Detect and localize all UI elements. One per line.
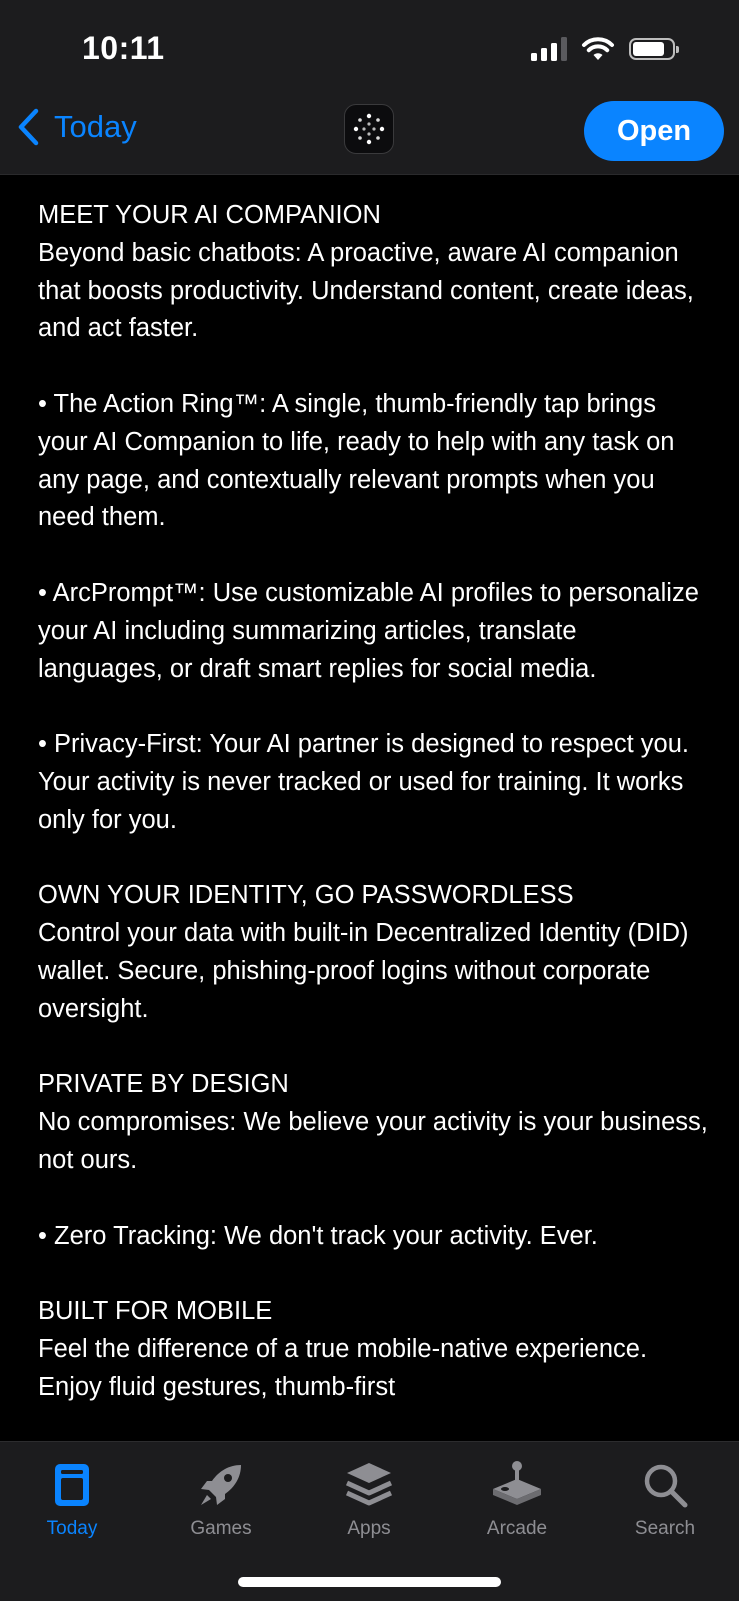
bullet-text: • Privacy-First: Your AI partner is designed to respect you. Your activity is never tracked or used for training. It works only for you.	[38, 730, 689, 834]
section-heading: MEET YOUR AI COMPANION	[38, 201, 381, 229]
section-heading: OWN YOUR IDENTITY, GO PASSWORDLESS	[38, 881, 574, 910]
nav-bar	[0, 96, 739, 175]
rocket-icon	[195, 1459, 247, 1511]
paragraph-arcprompt	[38, 575, 708, 688]
paragraph-zero-tracking	[38, 1218, 708, 1256]
paragraph-action-ring	[38, 386, 708, 537]
section-body: No compromises: We believe your activity is your business, not ours.	[38, 1108, 708, 1174]
app-description	[38, 197, 708, 1441]
bullet-text: • The Action Ring™: A single, thumb-friendly tap brings your AI Companion to life, ready to help with any task on any page, and contextually relevant prompts when you need them.	[38, 389, 675, 532]
cellular-signal-icon	[531, 37, 567, 61]
section-body: Feel the difference of a true mobile-native experience. Enjoy fluid gestures, thumb-first	[38, 1334, 648, 1401]
status-time: 10:11	[82, 30, 165, 66]
open-button[interactable]: Open	[584, 101, 724, 161]
section-heading: BUILT FOR MOBILE	[38, 1297, 273, 1326]
status-bar	[0, 0, 739, 96]
paragraph-identity	[38, 877, 708, 1028]
section-body: Control your data with built-in Decentralized Identity (DID) wallet. Secure, phishing-proof logins without corporate oversight.	[38, 919, 689, 1023]
tab-label: Games	[190, 1518, 252, 1539]
tab-label: Arcade	[486, 1518, 548, 1539]
home-indicator[interactable]	[238, 1577, 501, 1587]
paragraph-private-design	[38, 1066, 708, 1179]
section-body: Beyond basic chatbots: A proactive, aware AI companion that boosts productivity. Understand content, create ideas, and act faster.	[38, 238, 694, 343]
joystick-icon	[489, 1459, 545, 1511]
layers-icon	[343, 1459, 395, 1511]
back-button[interactable]	[16, 108, 137, 146]
tab-apps[interactable]	[309, 1456, 429, 1540]
tab-label: Today	[46, 1518, 98, 1539]
bullet-text: • Zero Tracking: We don't track your activity. Ever.	[38, 1221, 598, 1250]
tab-arcade[interactable]	[457, 1456, 577, 1540]
tab-label: Search	[634, 1518, 696, 1539]
bullet-text: • ArcPrompt™: Use customizable AI profiles to personalize your AI including summarizing articles, translate languages, or draft smart replies for social media.	[38, 578, 699, 683]
back-button-label: Today	[54, 109, 137, 144]
paragraph-privacy-first	[38, 726, 708, 839]
sparkle-dots-icon	[345, 105, 393, 153]
paragraph-mobile	[38, 1293, 708, 1406]
chevron-left-icon	[16, 108, 40, 146]
tab-games[interactable]	[161, 1456, 281, 1540]
battery-fill	[633, 42, 664, 56]
tab-search[interactable]	[605, 1456, 725, 1540]
paragraph-ai-companion	[38, 197, 708, 348]
wifi-icon	[581, 36, 615, 62]
tab-label: Apps	[347, 1518, 391, 1539]
app-icon[interactable]	[344, 104, 394, 154]
tab-today[interactable]	[12, 1456, 132, 1540]
section-heading: PRIVATE BY DESIGN	[38, 1070, 289, 1099]
battery-icon	[629, 38, 675, 60]
today-icon	[52, 1461, 92, 1509]
status-icons	[531, 36, 675, 62]
search-icon	[641, 1461, 689, 1509]
